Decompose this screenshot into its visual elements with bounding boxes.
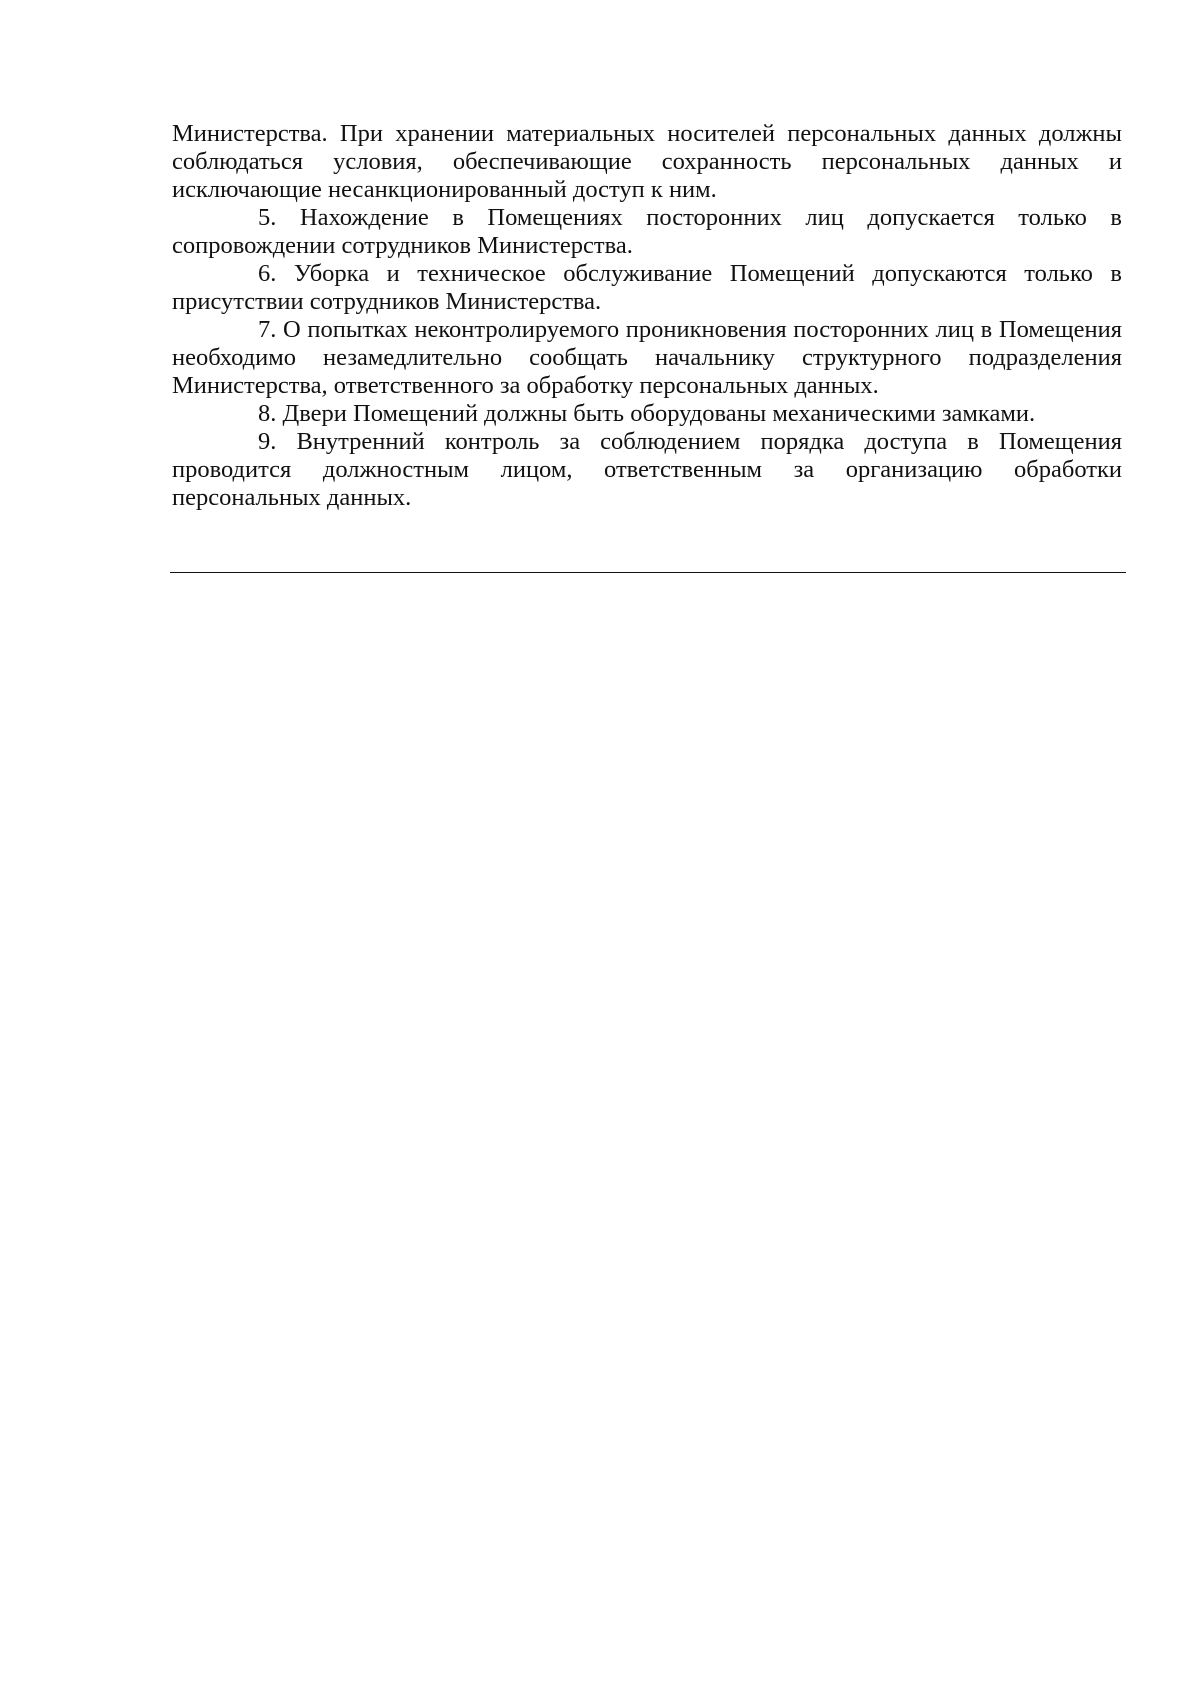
paragraph-item-7: 7. О попытках неконтролируемого проникновения посторонних лиц в Помещения необходимо незамедлительно сообщать начальнику структурного подразделения Министерства, ответственного за обработку персональных данных. <box>172 316 1122 399</box>
paragraph-continuation: Министерства. При хранении материальных носителей персональных данных должны соблюдаться условия, обеспечивающие сохранность персональных данных и исключающие несанкционированный доступ к ним. <box>172 120 1122 203</box>
document-body <box>172 120 1122 512</box>
end-of-document-rule <box>170 572 1126 573</box>
paragraph-item-6: 6. Уборка и техническое обслуживание Помещений допускаются только в присутствии сотрудников Министерства. <box>172 260 1122 315</box>
paragraph-item-8: 8. Двери Помещений должны быть оборудованы механическими замками. <box>258 400 1036 427</box>
paragraph-item-9: 9. Внутренний контроль за соблюдением порядка доступа в Помещения проводится должностным лицом, ответственным за организацию обработки персональных данных. <box>172 428 1122 511</box>
paragraph-item-5: 5. Нахождение в Помещениях посторонних лиц допускается только в сопровождении сотрудников Министерства. <box>172 204 1122 259</box>
